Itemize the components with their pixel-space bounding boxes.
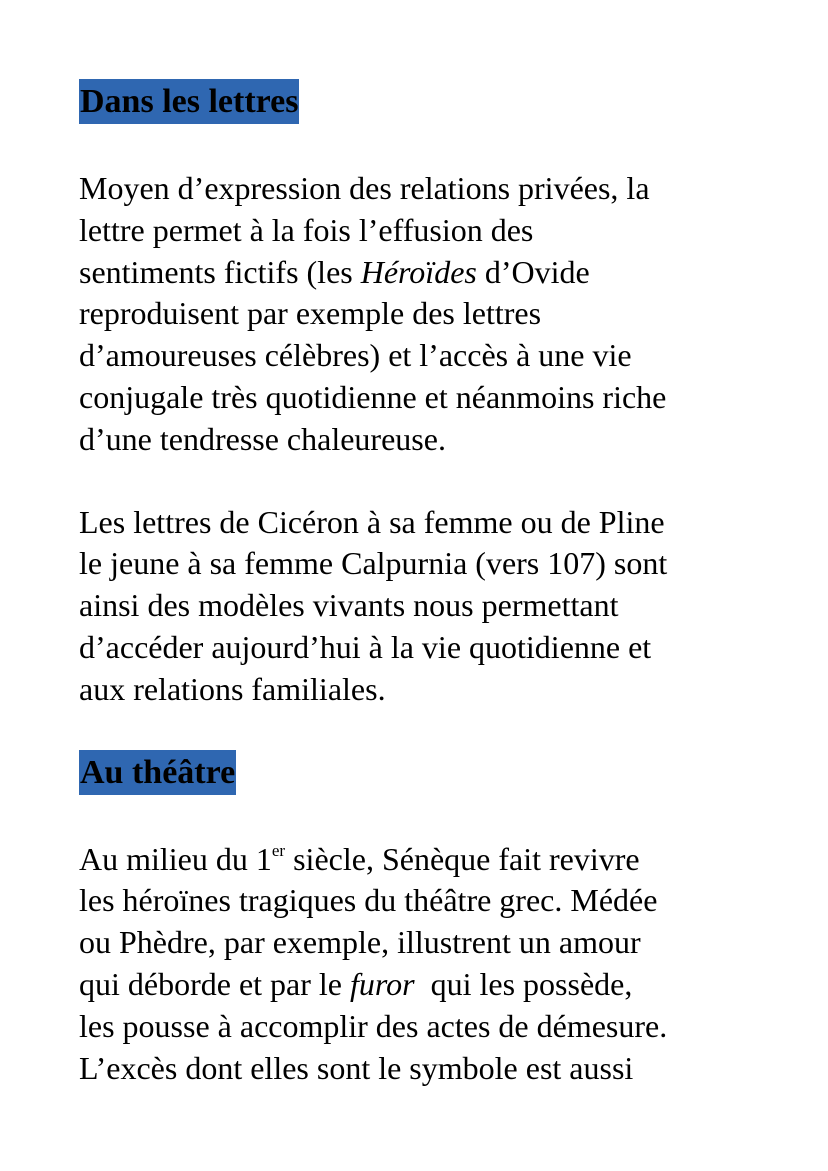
text-line: d’accéder aujourd’hui à la vie quotidienne et: [79, 628, 652, 665]
paragraph-letters-1: [79, 168, 769, 461]
text-line: [79, 252, 769, 294]
text-run: qui les possède,: [414, 965, 633, 1002]
italic-title-heroides: Héroïdes: [360, 253, 477, 290]
paragraph-letters-2: [79, 502, 769, 711]
paragraph-theatre-1: [79, 839, 769, 1090]
heading-theatre: Au théâtre: [79, 750, 236, 795]
text-run: d’Ovide: [476, 253, 590, 290]
italic-term-furor: furor: [350, 965, 415, 1002]
text-run: sentiments fictifs (les: [79, 253, 361, 290]
document-page: [79, 79, 769, 1089]
text-run: qui déborde et par le: [79, 965, 350, 1002]
text-line: le jeune à sa femme Calpurnia (vers 107) sont: [79, 545, 668, 582]
section-theatre: [79, 750, 769, 1090]
text-line: Moyen d’expression des relations privées, la: [79, 170, 650, 206]
text-line: ainsi des modèles vivants nous permettant: [79, 587, 619, 624]
superscript-er: er: [271, 840, 286, 860]
text-run: Au milieu du 1: [79, 840, 272, 877]
text-line: d’amoureuses célèbres) et l’accès à une vie: [79, 337, 632, 374]
text-line: lettre permet à la fois l’effusion des: [79, 211, 534, 248]
text-line: [79, 839, 769, 881]
heading-letters: Dans les lettres: [79, 79, 299, 124]
section-letters: [79, 79, 769, 711]
text-line: conjugale très quotidienne et néanmoins riche: [79, 378, 667, 415]
text-run: siècle, Sénèque fait revivre: [285, 840, 640, 877]
text-line: ou Phèdre, par exemple, illustrent un amour: [79, 924, 641, 961]
text-line: Les lettres de Cicéron à sa femme ou de Pline: [79, 503, 665, 540]
text-line: [79, 964, 769, 1006]
text-line: reproduisent par exemple des lettres: [79, 295, 542, 332]
text-line: les pousse à accomplir des actes de démesure.: [79, 1007, 668, 1044]
text-line: L’excès dont elles sont le symbole est aussi: [79, 1049, 634, 1086]
text-line: d’une tendresse chaleureuse.: [79, 420, 446, 457]
text-line: aux relations familiales.: [79, 670, 386, 707]
text-line: les héroïnes tragiques du théâtre grec. Médée: [79, 882, 658, 919]
